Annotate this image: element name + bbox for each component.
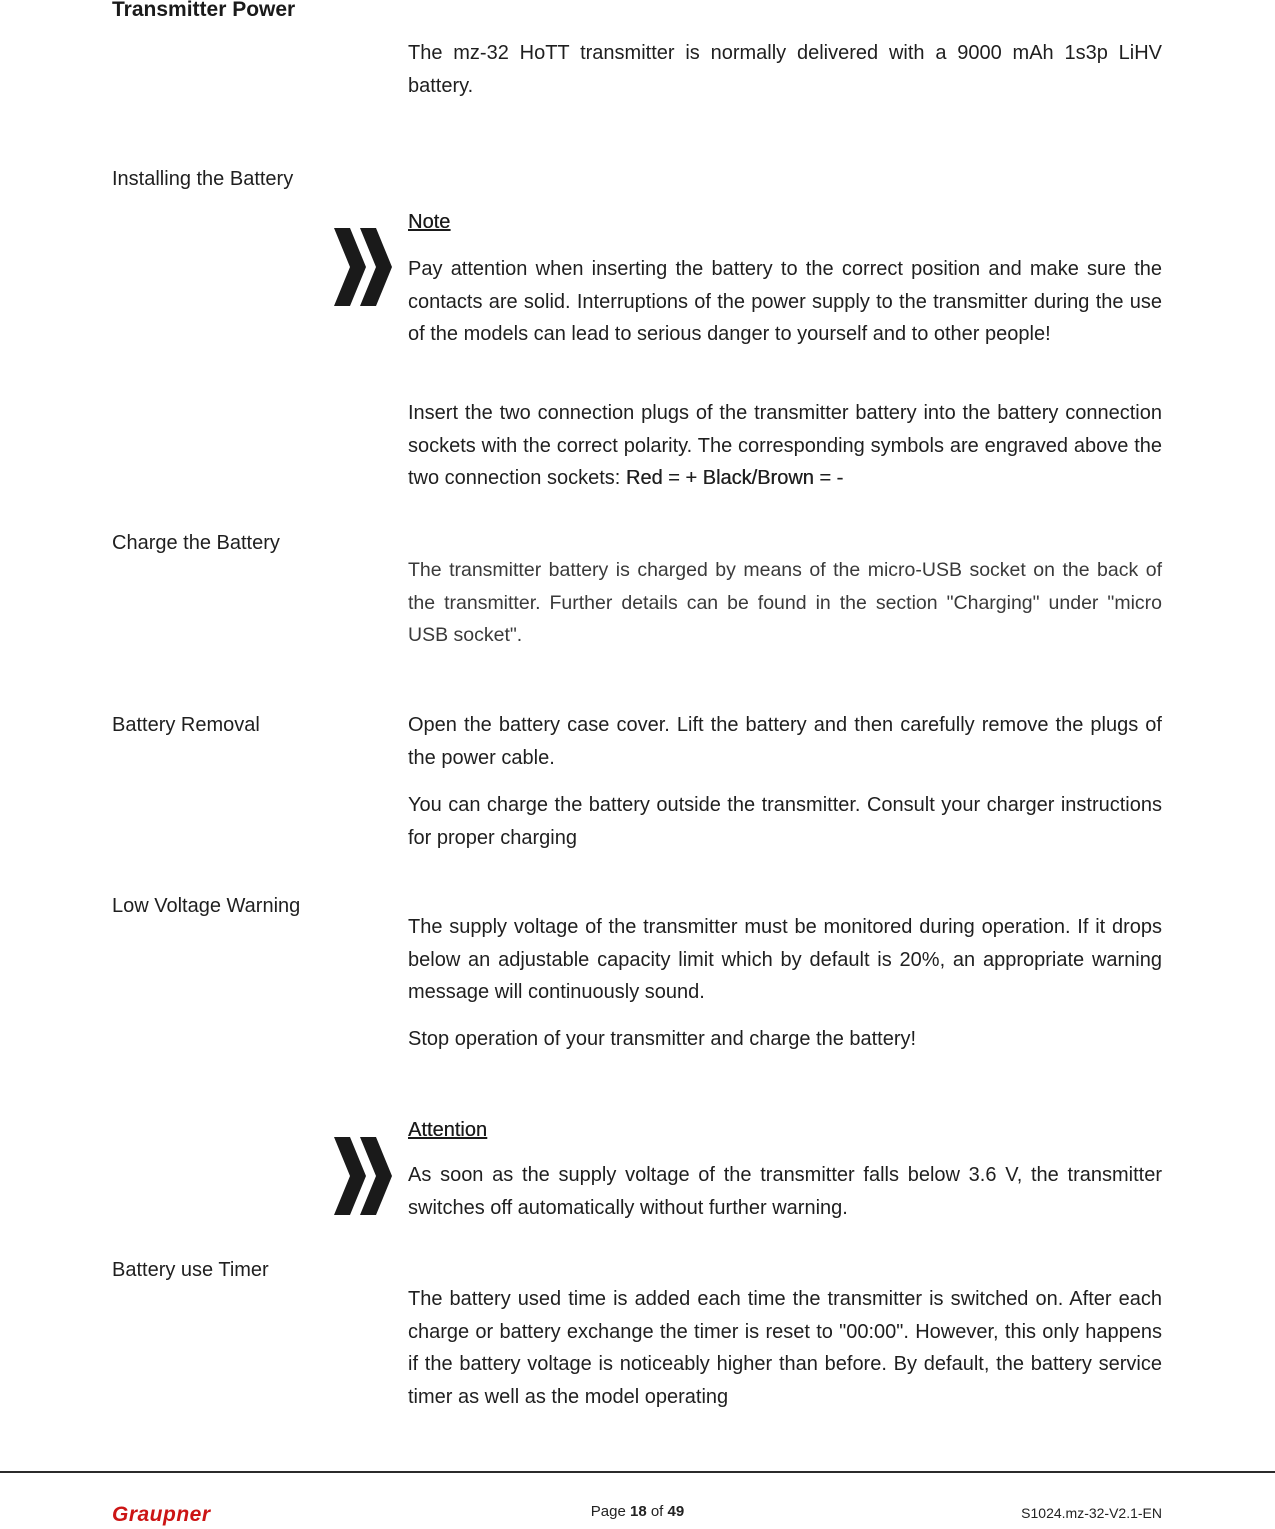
charge-paragraph: The transmitter battery is charged by means of the micro-USB socket on the back of the transmitter. Further details can be found in the section "Charging" under "micro USB socket". [408,559,1162,646]
removal-paragraph-2: You can charge the battery outside the transmitter. Consult your charger instructions for proper charging [408,794,1162,849]
page-prefix: Page [590,1503,630,1520]
note-paragraph: Pay attention when inserting the battery to the correct position and make sure the contacts are solid. Interruptions of the power supply to the transmitter during the use of the models can lead to serious danger to yourself and to other people! [408,258,1162,345]
low-voltage-paragraph-1: The supply voltage of the transmitter must be monitored during operation. If it drops below an adjustable capacity limit which by default is 20%, an appropriate warning message will continuously sound. [408,916,1162,1003]
page-title: Transmitter Power [112,0,296,21]
page-total: 49 [667,1503,685,1520]
polarity-text: Red = + Black/Brown = - [625,467,844,489]
attention-heading: Attention [408,1119,487,1141]
note-heading: Note [408,211,451,233]
intro-paragraph: The mz-32 HoTT transmitter is normally delivered with a 9000 mAh 1s3p LiHV battery. [408,42,1162,97]
removal-paragraph-1: Open the battery case cover. Lift the battery and then carefully remove the plugs of the power cable. [408,714,1162,769]
section-label-charge: Charge the Battery [112,532,280,554]
insert-paragraph [408,397,1162,495]
section-label-removal: Battery Removal [112,714,260,736]
double-chevron-icon [330,228,394,306]
footer-divider [0,1471,1275,1473]
insert-text: Insert the two connection plugs of the transmitter battery into the battery connection sockets with the correct polarity. The corresponding symbols are engraved above the two connection sockets: [408,402,1162,489]
low-voltage-paragraph-2: Stop operation of your transmitter and charge the battery! [408,1028,917,1050]
brand-logo: Graupner [112,1503,211,1526]
section-label-installing: Installing the Battery [112,168,294,190]
timer-paragraph: The battery used time is added each time the transmitter is switched on. After each charge or battery exchange the timer is reset to "00:00". However, this only happens if the battery voltage is noticeably higher than before. By default, the battery service timer as well as the model operating [408,1288,1162,1408]
section-label-low-voltage: Low Voltage Warning [112,895,301,917]
page-current: 18 [629,1503,647,1520]
attention-paragraph: As soon as the supply voltage of the transmitter falls below 3.6 V, the transmitter switches off automatically without further warning. [408,1164,1162,1219]
document-id: S1024.mz-32-V2.1-EN [1021,1505,1162,1521]
double-chevron-icon [330,1137,394,1215]
section-label-timer: Battery use Timer [112,1259,269,1281]
page-of: of [646,1503,668,1520]
